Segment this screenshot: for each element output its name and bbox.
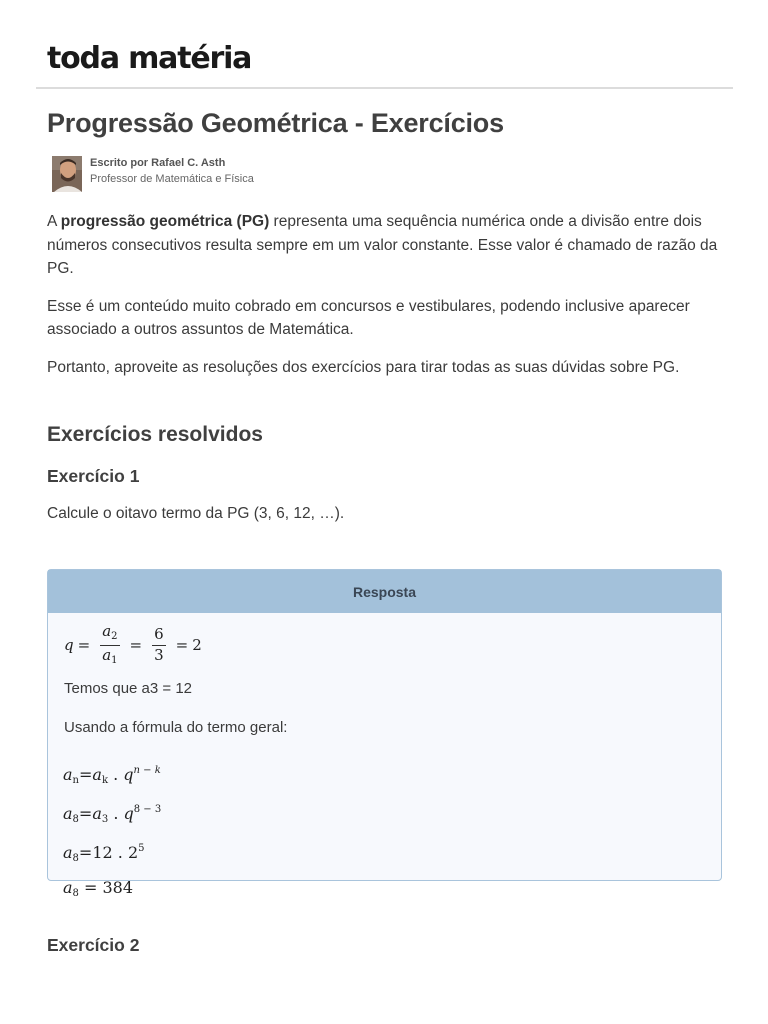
answer-text-2: Usando a fórmula do termo geral: <box>64 719 288 736</box>
intro-paragraph-1: A progressão geométrica (PG) representa uma sequência numérica onde a divisão entre dois números consecutivos resulta sempre em um valor constante. Esse valor é chamado de razão da PG. <box>47 213 718 277</box>
header-divider <box>36 87 733 89</box>
equation-line-4: $a_8 = 384$ <box>63 878 134 899</box>
ratio-fraction: $\frac{a_2}{a_1}$ <box>102 622 118 666</box>
site-logo[interactable]: toda matéria <box>47 41 252 76</box>
page-title: Progressão Geométrica - Exercícios <box>47 108 504 138</box>
author-block <box>52 154 452 194</box>
answer-box <box>47 569 722 899</box>
ratio-equation: q = $\frac{a_2}{a_1}$ = $\frac{6}{3}$ = 2 <box>64 622 202 666</box>
exercise-2-title: Exercício 2 <box>47 935 140 955</box>
intro-paragraph-2: Esse é um conteúdo muito cobrado em concursos e vestibulares, podendo inclusive aparecer associado a outros assuntos de Matemática. <box>47 297 690 338</box>
answer-header-label: Resposta <box>352 583 417 600</box>
author-photo-icon <box>52 156 82 192</box>
answer-header[interactable] <box>48 570 721 613</box>
intro-bold-term: progressão geométrica (PG) <box>60 213 270 230</box>
author-name[interactable]: Escrito por Rafael C. Asth <box>90 157 226 169</box>
exercise-1-title: Exercício 1 <box>47 466 140 486</box>
intro-text <box>47 210 727 393</box>
intro-paragraph-3: Portanto, aproveite as resoluções dos exercícios para tirar todas as suas dúvidas sobre PG. <box>47 358 680 376</box>
author-avatar[interactable] <box>52 156 82 192</box>
section-title: Exercícios resolvidos <box>47 423 263 446</box>
exercise-1-statement: Calcule o oitavo termo da PG (3, 6, 12, …). <box>47 505 345 522</box>
equation-line-2: $a_8=a_3$ . $q^{8 - 3}$ <box>63 804 162 825</box>
general-term-equations <box>63 756 161 908</box>
site-header <box>0 0 768 90</box>
value-fraction: $\frac{6}{3}$ <box>154 624 164 664</box>
equation-line-1: $a_n=a_k$ . $q^{n - k}$ <box>63 765 161 786</box>
author-role: Professor de Matemática e Física <box>90 173 254 185</box>
equation-line-3: $a_8=12$ . $2^5$ <box>63 843 145 864</box>
answer-text-1: Temos que a3 = 12 <box>64 680 193 697</box>
